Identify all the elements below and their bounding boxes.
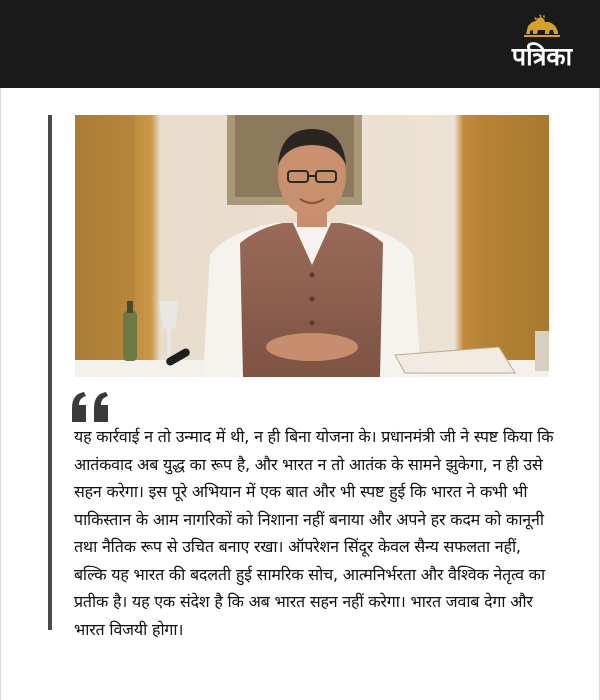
lion-icon — [522, 12, 562, 38]
quote-open-icon — [70, 390, 114, 424]
brand-name: पत्रिका — [511, 42, 573, 71]
photo-illustration — [75, 115, 549, 377]
portrait-photo — [75, 115, 549, 377]
quote-accent-line — [48, 115, 52, 630]
quote-text: यह कार्रवाई न तो उन्माद में थी, न ही बिना योजना के। प्रधानमंत्री जी ने स्पष्ट किया कि आतंकवाद अब युद्ध का रूप है, और भारत न तो आतंक के सामने झुकेगा, न ही उसे सहन करेगा। इस पूरे अभियान में एक बात और भी स्पष्ट हुई कि भारत ने कभी भी पाकिस्तान के आम नागरिकों को निशाना नहीं बनाया और अपने हर कदम को कानूनी तथा नैतिक रूप से उचित बनाए रखा। ऑपरेशन सिंदूर केवल सैन्य सफलता नहीं, बल्कि यह भारत की बदलती हुई सामरिक सोच, आत्मनिर्भरता और वैश्विक नेतृत्व का प्रतीक है। यह एक संदेश है कि अब भारत सहन नहीं करेगा। भारत जवाब देगा और भारत विजयी होगा। — [74, 427, 554, 639]
brand-logo[interactable] — [502, 12, 582, 78]
header-bar — [0, 0, 600, 88]
